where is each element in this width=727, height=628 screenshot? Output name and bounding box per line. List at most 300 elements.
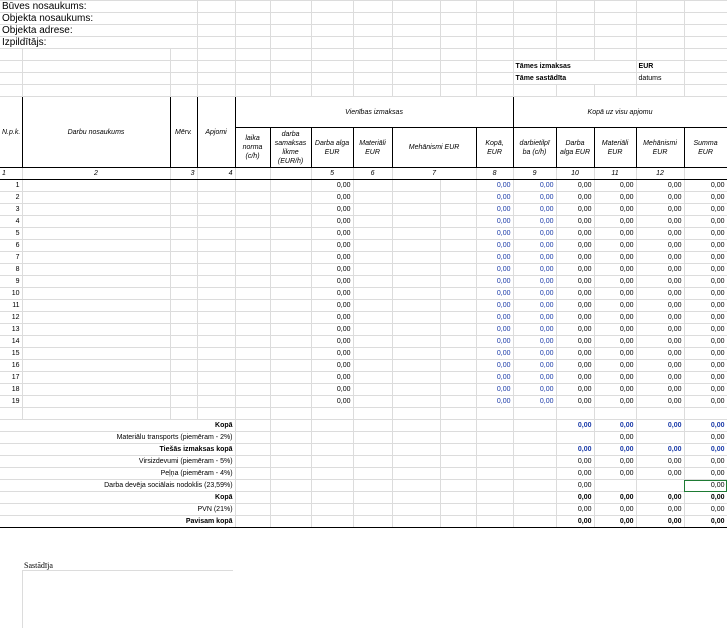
empty-cell[interactable] [392,180,440,192]
empty-cell[interactable] [197,348,235,360]
total-mat[interactable]: 0,00 [594,240,636,252]
empty-cell[interactable] [392,252,440,264]
unit-alga[interactable]: 0,00 [311,372,353,384]
empty-cell[interactable] [197,264,235,276]
empty-cell[interactable] [440,336,476,348]
unit-kopa[interactable]: 0,00 [476,372,513,384]
total-mat[interactable]: 0,00 [594,204,636,216]
empty-cell[interactable] [22,240,170,252]
total-alga[interactable]: 0,00 [556,396,594,408]
total-alga[interactable]: 0,00 [556,228,594,240]
table-row[interactable] [0,252,727,264]
empty-cell[interactable] [392,216,440,228]
table-row[interactable] [0,276,727,288]
empty-cell[interactable] [22,300,170,312]
total-alga[interactable]: 0,00 [556,372,594,384]
empty-cell[interactable] [235,180,270,192]
total-alga[interactable]: 0,00 [556,264,594,276]
empty-cell[interactable] [440,288,476,300]
unit-alga[interactable]: 0,00 [311,216,353,228]
empty-cell[interactable] [197,360,235,372]
total-mat[interactable]: 0,00 [594,228,636,240]
empty-cell[interactable] [270,252,311,264]
total-alga[interactable]: 0,00 [556,192,594,204]
virsizdevumi-meh[interactable]: 0,00 [636,456,684,468]
darbietilpiba-val[interactable]: 0,00 [513,276,556,288]
empty-cell[interactable] [392,228,440,240]
row-number[interactable]: 15 [0,348,22,360]
total-meh[interactable]: 0,00 [636,216,684,228]
empty-cell[interactable] [170,228,197,240]
kopa2-alga[interactable]: 0,00 [556,492,594,504]
row-number[interactable]: 14 [0,336,22,348]
total-sum[interactable]: 0,00 [684,204,727,216]
unit-kopa[interactable]: 0,00 [476,312,513,324]
empty-cell[interactable] [235,252,270,264]
empty-cell[interactable] [392,288,440,300]
total-sum[interactable]: 0,00 [684,216,727,228]
total-sum[interactable]: 0,00 [684,276,727,288]
empty-cell[interactable] [197,216,235,228]
empty-cell[interactable] [170,312,197,324]
empty-cell[interactable] [353,360,392,372]
empty-cell[interactable] [170,300,197,312]
empty-cell[interactable] [235,300,270,312]
total-mat[interactable]: 0,00 [594,180,636,192]
empty-cell[interactable] [270,348,311,360]
empty-cell[interactable] [170,396,197,408]
empty-cell[interactable] [392,204,440,216]
empty-cell[interactable] [197,204,235,216]
empty-cell[interactable] [22,312,170,324]
row-number[interactable]: 7 [0,252,22,264]
total-meh[interactable]: 0,00 [636,276,684,288]
virsizdevumi-sum[interactable]: 0,00 [684,456,727,468]
empty-cell[interactable] [170,180,197,192]
table-row[interactable] [0,312,727,324]
empty-cell[interactable] [170,204,197,216]
unit-alga[interactable]: 0,00 [311,240,353,252]
empty-cell[interactable] [440,348,476,360]
unit-kopa[interactable]: 0,00 [476,180,513,192]
empty-cell[interactable] [270,324,311,336]
kopa-meh[interactable]: 0,00 [636,420,684,432]
total-meh[interactable]: 0,00 [636,252,684,264]
table-row[interactable] [0,372,727,384]
tiesas-sum[interactable]: 0,00 [684,444,727,456]
total-alga[interactable]: 0,00 [556,288,594,300]
row-number[interactable]: 6 [0,240,22,252]
table-row[interactable] [0,204,727,216]
transports-sum[interactable]: 0,00 [684,432,727,444]
total-alga[interactable]: 0,00 [556,312,594,324]
pavisam-mat[interactable]: 0,00 [594,516,636,528]
empty-cell[interactable] [440,372,476,384]
total-meh[interactable]: 0,00 [636,312,684,324]
total-mat[interactable]: 0,00 [594,384,636,396]
unit-alga[interactable]: 0,00 [311,288,353,300]
empty-cell[interactable] [270,336,311,348]
empty-cell[interactable] [440,228,476,240]
empty-cell[interactable] [22,360,170,372]
table-row[interactable] [0,216,727,228]
empty-cell[interactable] [235,264,270,276]
total-sum[interactable]: 0,00 [684,348,727,360]
empty-cell[interactable] [170,336,197,348]
empty-cell[interactable] [170,240,197,252]
total-alga[interactable]: 0,00 [556,384,594,396]
row-number[interactable]: 4 [0,216,22,228]
table-row[interactable] [0,192,727,204]
darbietilpiba-val[interactable]: 0,00 [513,324,556,336]
total-alga[interactable]: 0,00 [556,348,594,360]
empty-cell[interactable] [353,264,392,276]
empty-cell[interactable] [440,384,476,396]
unit-alga[interactable]: 0,00 [311,336,353,348]
row-number[interactable]: 9 [0,276,22,288]
kopa-alga[interactable]: 0,00 [556,420,594,432]
empty-cell[interactable] [197,336,235,348]
empty-cell[interactable] [197,384,235,396]
empty-cell[interactable] [270,204,311,216]
total-mat[interactable]: 0,00 [594,216,636,228]
empty-cell[interactable] [235,396,270,408]
row-number[interactable]: 11 [0,300,22,312]
empty-cell[interactable] [353,240,392,252]
soc-sum-selected-cell[interactable]: 0,00 [684,480,727,492]
total-meh[interactable]: 0,00 [636,384,684,396]
empty-cell[interactable] [235,348,270,360]
total-mat[interactable]: 0,00 [594,276,636,288]
empty-cell[interactable] [392,348,440,360]
empty-cell[interactable] [197,180,235,192]
table-row[interactable] [0,324,727,336]
total-mat[interactable]: 0,00 [594,360,636,372]
soc-alga[interactable]: 0,00 [556,480,594,492]
total-meh[interactable]: 0,00 [636,324,684,336]
empty-cell[interactable] [235,312,270,324]
empty-cell[interactable] [22,264,170,276]
empty-cell[interactable] [22,348,170,360]
darbietilpiba-val[interactable]: 0,00 [513,336,556,348]
total-mat[interactable]: 0,00 [594,264,636,276]
total-meh[interactable]: 0,00 [636,228,684,240]
darbietilpiba-val[interactable]: 0,00 [513,384,556,396]
empty-cell[interactable] [235,360,270,372]
row-number[interactable]: 1 [0,180,22,192]
empty-cell[interactable] [170,264,197,276]
empty-cell[interactable] [197,324,235,336]
empty-cell[interactable] [270,396,311,408]
empty-cell[interactable] [197,240,235,252]
virsizdevumi-mat[interactable]: 0,00 [594,456,636,468]
total-sum[interactable]: 0,00 [684,180,727,192]
empty-cell[interactable] [353,180,392,192]
total-meh[interactable]: 0,00 [636,180,684,192]
total-sum[interactable]: 0,00 [684,300,727,312]
unit-kopa[interactable]: 0,00 [476,324,513,336]
unit-kopa[interactable]: 0,00 [476,228,513,240]
row-number[interactable]: 3 [0,204,22,216]
total-sum[interactable]: 0,00 [684,288,727,300]
total-mat[interactable]: 0,00 [594,336,636,348]
darbietilpiba-val[interactable]: 0,00 [513,264,556,276]
empty-cell[interactable] [440,192,476,204]
unit-kopa[interactable]: 0,00 [476,216,513,228]
kopa-mat[interactable]: 0,00 [594,420,636,432]
total-alga[interactable]: 0,00 [556,204,594,216]
empty-cell[interactable] [353,276,392,288]
table-row[interactable] [0,240,727,252]
empty-cell[interactable] [197,288,235,300]
empty-cell[interactable] [270,372,311,384]
total-alga[interactable]: 0,00 [556,336,594,348]
total-meh[interactable]: 0,00 [636,336,684,348]
empty-cell[interactable] [270,192,311,204]
table-row[interactable] [0,360,727,372]
unit-alga[interactable]: 0,00 [311,252,353,264]
empty-cell[interactable] [22,372,170,384]
empty-cell[interactable] [22,324,170,336]
empty-cell[interactable] [392,276,440,288]
total-meh[interactable]: 0,00 [636,204,684,216]
total-sum[interactable]: 0,00 [684,240,727,252]
darbietilpiba-val[interactable]: 0,00 [513,228,556,240]
empty-cell[interactable] [392,300,440,312]
total-mat[interactable]: 0,00 [594,312,636,324]
row-number[interactable]: 2 [0,192,22,204]
unit-kopa[interactable]: 0,00 [476,384,513,396]
empty-cell[interactable] [170,252,197,264]
total-sum[interactable]: 0,00 [684,372,727,384]
unit-alga[interactable]: 0,00 [311,276,353,288]
total-alga[interactable]: 0,00 [556,276,594,288]
empty-cell[interactable] [270,228,311,240]
empty-cell[interactable] [235,336,270,348]
total-meh[interactable]: 0,00 [636,264,684,276]
pelna-meh[interactable]: 0,00 [636,468,684,480]
empty-cell[interactable] [440,300,476,312]
total-alga[interactable]: 0,00 [556,300,594,312]
row-number[interactable]: 18 [0,384,22,396]
darbietilpiba-val[interactable]: 0,00 [513,288,556,300]
row-number[interactable]: 16 [0,360,22,372]
pvn-meh[interactable]: 0,00 [636,504,684,516]
empty-cell[interactable] [235,288,270,300]
total-meh[interactable]: 0,00 [636,300,684,312]
empty-cell[interactable] [440,396,476,408]
empty-cell[interactable] [440,204,476,216]
kopa2-sum[interactable]: 0,00 [684,492,727,504]
empty-cell[interactable] [197,300,235,312]
empty-cell[interactable] [440,276,476,288]
unit-alga[interactable]: 0,00 [311,324,353,336]
total-alga[interactable]: 0,00 [556,180,594,192]
empty-cell[interactable] [392,264,440,276]
unit-kopa[interactable]: 0,00 [476,288,513,300]
pelna-sum[interactable]: 0,00 [684,468,727,480]
empty-cell[interactable] [235,204,270,216]
empty-cell[interactable] [170,276,197,288]
empty-cell[interactable] [235,276,270,288]
total-meh[interactable]: 0,00 [636,288,684,300]
empty-cell[interactable] [197,312,235,324]
empty-cell[interactable] [170,372,197,384]
empty-cell[interactable] [22,192,170,204]
empty-cell[interactable] [270,288,311,300]
empty-cell[interactable] [440,360,476,372]
empty-cell[interactable] [170,384,197,396]
empty-cell[interactable] [197,372,235,384]
total-sum[interactable]: 0,00 [684,336,727,348]
empty-cell[interactable] [392,360,440,372]
empty-cell[interactable] [270,312,311,324]
darbietilpiba-val[interactable]: 0,00 [513,396,556,408]
empty-cell[interactable] [270,240,311,252]
empty-cell[interactable] [22,204,170,216]
unit-kopa[interactable]: 0,00 [476,300,513,312]
empty-cell[interactable] [353,372,392,384]
unit-alga[interactable]: 0,00 [311,264,353,276]
table-row[interactable] [0,180,727,192]
empty-cell[interactable] [197,396,235,408]
empty-cell[interactable] [392,324,440,336]
total-mat[interactable]: 0,00 [594,300,636,312]
empty-cell[interactable] [353,252,392,264]
empty-cell[interactable] [270,180,311,192]
unit-alga[interactable]: 0,00 [311,192,353,204]
pvn-alga[interactable]: 0,00 [556,504,594,516]
empty-cell[interactable] [270,300,311,312]
total-sum[interactable]: 0,00 [684,312,727,324]
total-mat[interactable]: 0,00 [594,372,636,384]
darbietilpiba-val[interactable]: 0,00 [513,192,556,204]
empty-cell[interactable] [353,204,392,216]
total-sum[interactable]: 0,00 [684,360,727,372]
darbietilpiba-val[interactable]: 0,00 [513,180,556,192]
empty-cell[interactable] [170,192,197,204]
tiesas-alga[interactable]: 0,00 [556,444,594,456]
empty-cell[interactable] [392,240,440,252]
pelna-mat[interactable]: 0,00 [594,468,636,480]
empty-cell[interactable] [270,216,311,228]
total-mat[interactable]: 0,00 [594,324,636,336]
total-meh[interactable]: 0,00 [636,372,684,384]
empty-cell[interactable] [197,192,235,204]
empty-cell[interactable] [392,336,440,348]
darbietilpiba-val[interactable]: 0,00 [513,240,556,252]
empty-cell[interactable] [22,216,170,228]
row-number[interactable]: 10 [0,288,22,300]
empty-cell[interactable] [392,192,440,204]
empty-cell[interactable] [392,372,440,384]
row-number[interactable]: 13 [0,324,22,336]
unit-alga[interactable]: 0,00 [311,204,353,216]
empty-cell[interactable] [22,336,170,348]
empty-cell[interactable] [235,240,270,252]
empty-cell[interactable] [440,216,476,228]
unit-kopa[interactable]: 0,00 [476,240,513,252]
total-meh[interactable]: 0,00 [636,360,684,372]
empty-cell[interactable] [392,312,440,324]
empty-cell[interactable] [270,264,311,276]
empty-cell[interactable] [353,288,392,300]
empty-cell[interactable] [353,228,392,240]
empty-cell[interactable] [353,396,392,408]
empty-cell[interactable] [440,312,476,324]
total-meh[interactable]: 0,00 [636,348,684,360]
table-row[interactable] [0,396,727,408]
unit-alga[interactable]: 0,00 [311,396,353,408]
unit-kopa[interactable]: 0,00 [476,396,513,408]
empty-cell[interactable] [353,300,392,312]
darbietilpiba-val[interactable]: 0,00 [513,360,556,372]
empty-cell[interactable] [440,252,476,264]
row-number[interactable]: 12 [0,312,22,324]
total-alga[interactable]: 0,00 [556,216,594,228]
empty-cell[interactable] [353,324,392,336]
unit-alga[interactable]: 0,00 [311,228,353,240]
pavisam-meh[interactable]: 0,00 [636,516,684,528]
empty-cell[interactable] [170,348,197,360]
darbietilpiba-val[interactable]: 0,00 [513,252,556,264]
empty-cell[interactable] [170,324,197,336]
table-row[interactable] [0,300,727,312]
table-row[interactable] [0,228,727,240]
table-row[interactable] [0,348,727,360]
empty-cell[interactable] [170,360,197,372]
pavisam-sum[interactable]: 0,00 [684,516,727,528]
empty-cell[interactable] [22,384,170,396]
empty-cell[interactable] [392,396,440,408]
empty-cell[interactable] [197,228,235,240]
total-sum[interactable]: 0,00 [684,384,727,396]
total-sum[interactable]: 0,00 [684,252,727,264]
tiesas-meh[interactable]: 0,00 [636,444,684,456]
empty-cell[interactable] [235,384,270,396]
total-sum[interactable]: 0,00 [684,324,727,336]
pavisam-alga[interactable]: 0,00 [556,516,594,528]
total-mat[interactable]: 0,00 [594,348,636,360]
virsizdevumi-alga[interactable]: 0,00 [556,456,594,468]
empty-cell[interactable] [235,324,270,336]
empty-cell[interactable] [235,372,270,384]
empty-cell[interactable] [440,264,476,276]
kopa2-meh[interactable]: 0,00 [636,492,684,504]
darbietilpiba-val[interactable]: 0,00 [513,372,556,384]
empty-cell[interactable] [353,384,392,396]
pelna-alga[interactable]: 0,00 [556,468,594,480]
unit-alga[interactable]: 0,00 [311,300,353,312]
darbietilpiba-val[interactable]: 0,00 [513,300,556,312]
unit-kopa[interactable]: 0,00 [476,252,513,264]
row-number[interactable]: 8 [0,264,22,276]
empty-cell[interactable] [353,216,392,228]
empty-cell[interactable] [270,360,311,372]
empty-cell[interactable] [440,240,476,252]
unit-alga[interactable]: 0,00 [311,360,353,372]
empty-cell[interactable] [353,348,392,360]
unit-kopa[interactable]: 0,00 [476,264,513,276]
unit-alga[interactable]: 0,00 [311,312,353,324]
unit-alga[interactable]: 0,00 [311,348,353,360]
empty-cell[interactable] [270,276,311,288]
total-mat[interactable]: 0,00 [594,192,636,204]
unit-alga[interactable]: 0,00 [311,384,353,396]
empty-cell[interactable] [22,180,170,192]
empty-cell[interactable] [235,192,270,204]
empty-cell[interactable] [270,384,311,396]
